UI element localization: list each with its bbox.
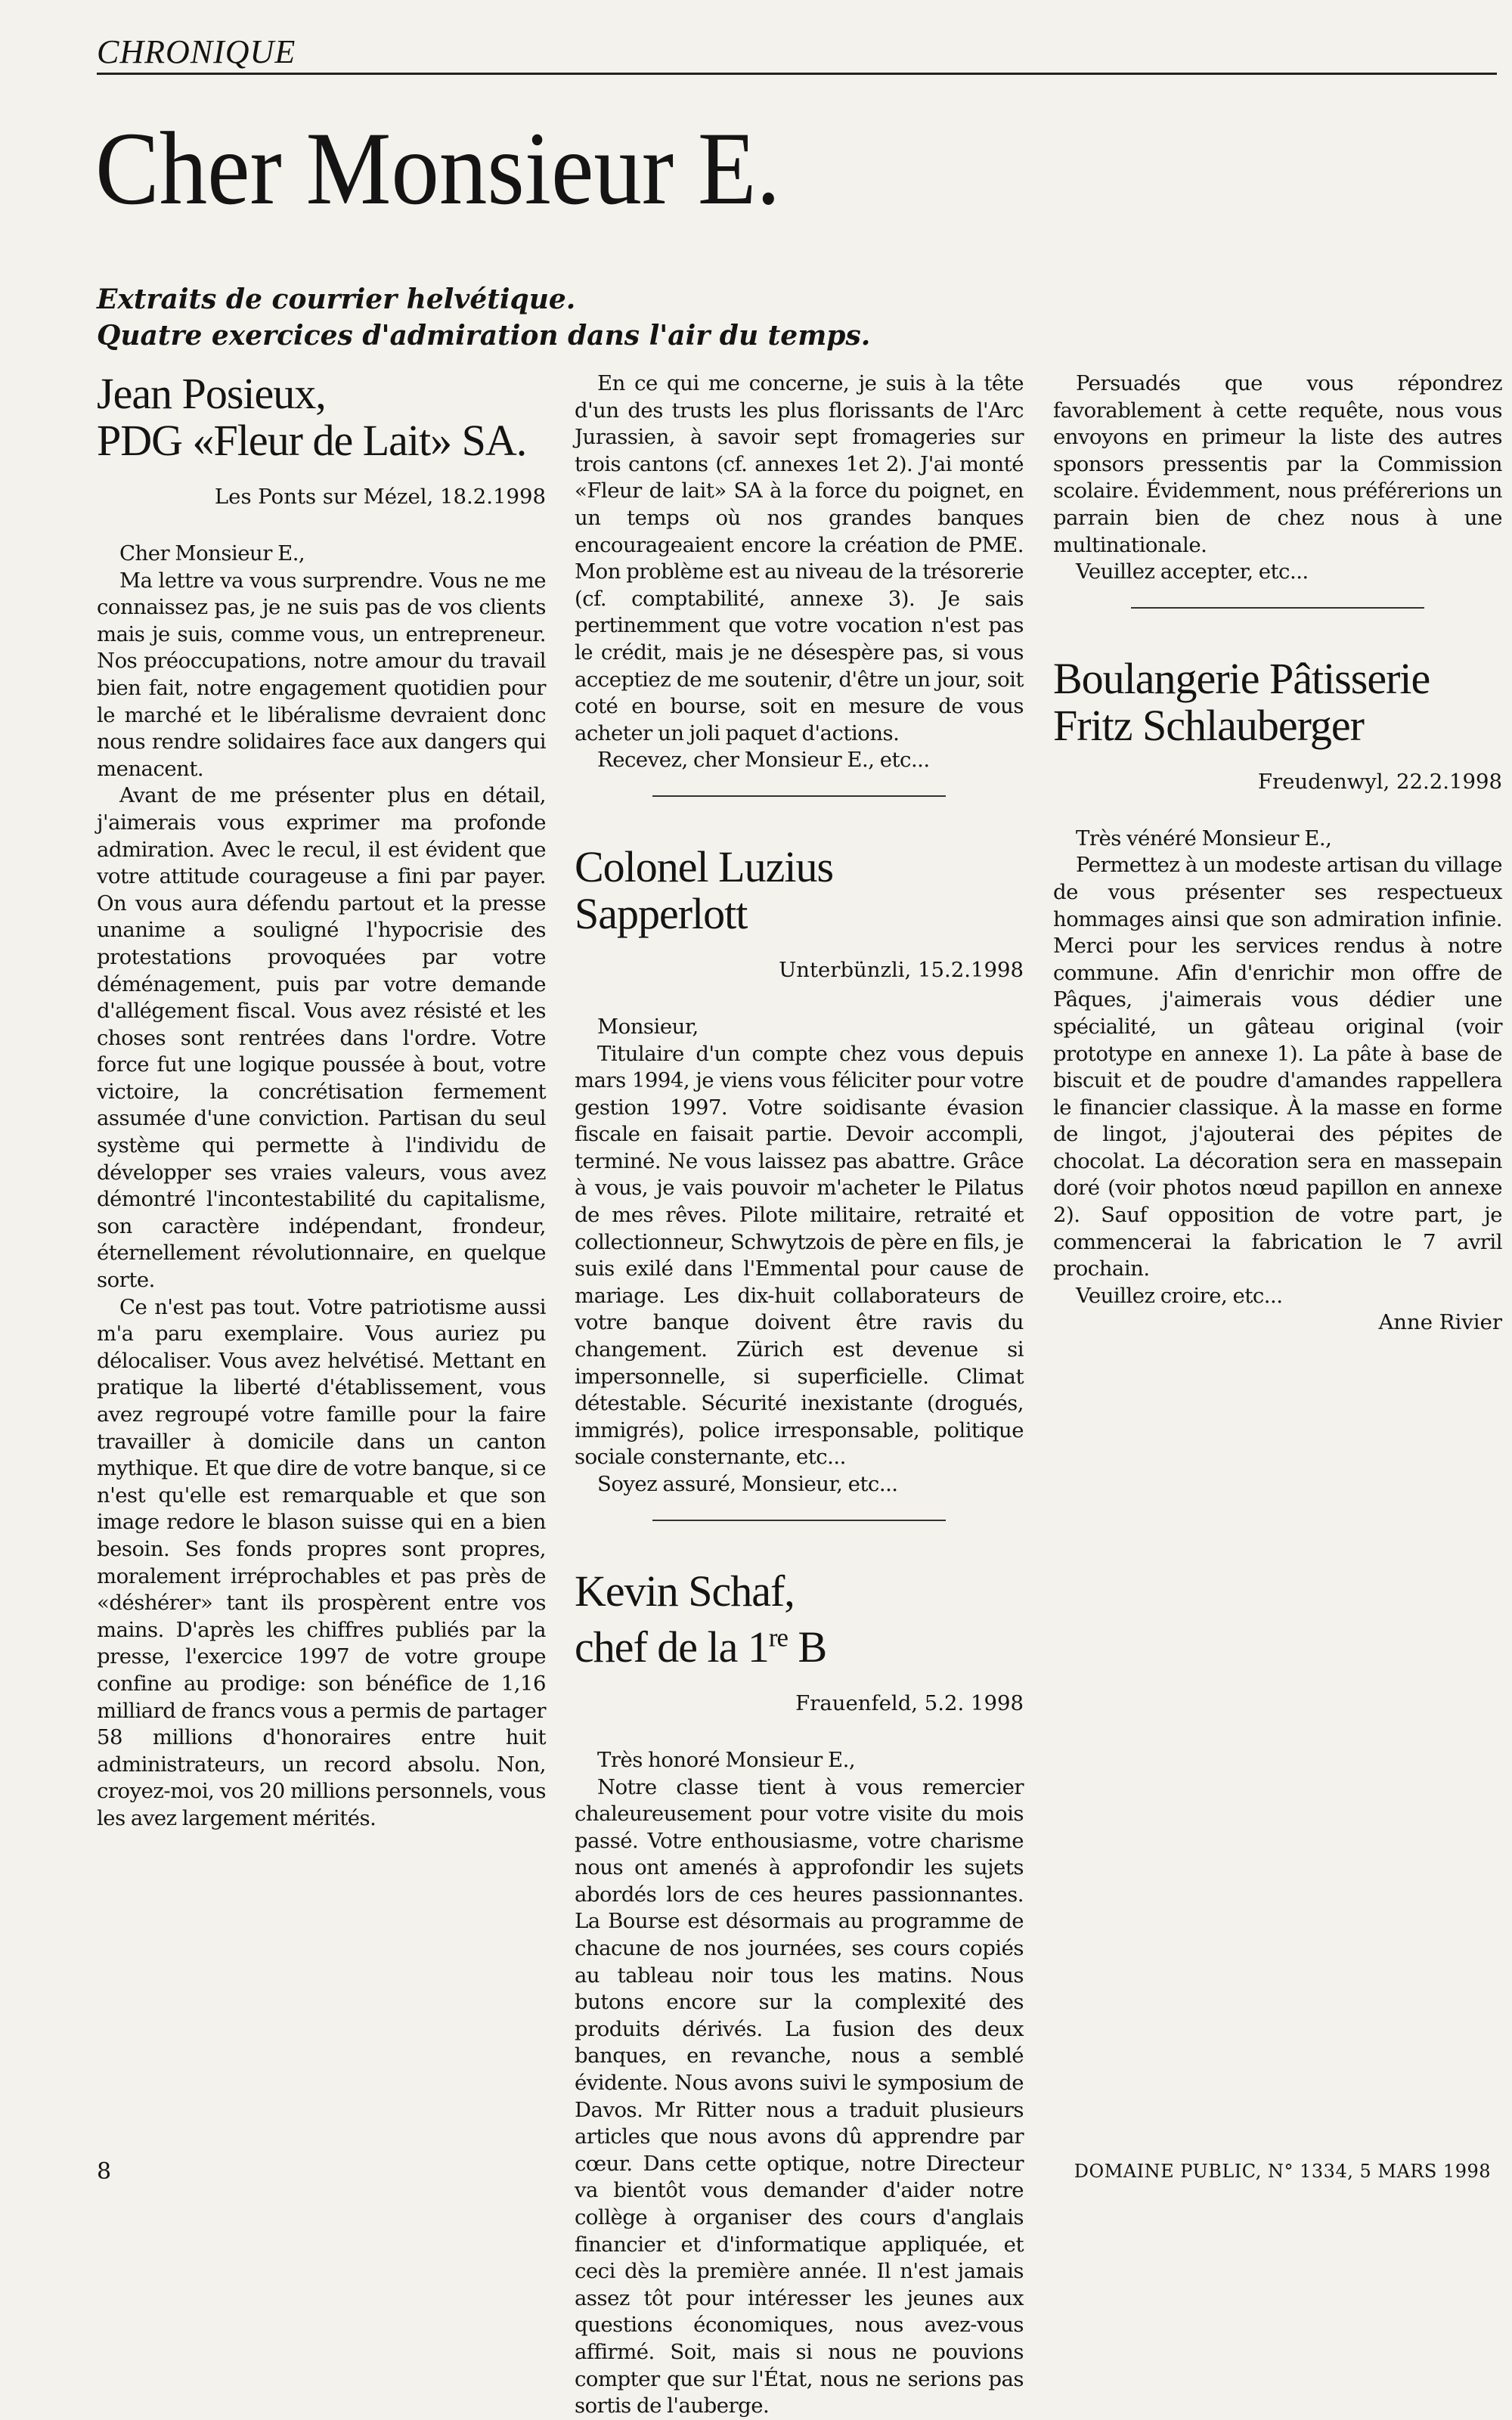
letter3-paragraph: Notre classe tient à vous remercier chaleureusement pour votre visite du mois passé. Votre enthousiasme, votre charisme nous ont amenés à approfondir les sujets abordés lors de ces heures passionnantes. La Bourse est désormais au programme de chacune de nos journées, ses cours copiés au tableau noir tous les matins. Nous butons encore sur la complexité des produits dérivés. La fusion des deux banques, en revanche, nous a semblé évidente. Nous avons suivi le symposium de Davos. Mr Ritter nous a traduit plusieurs articles que nous avons dû apprendre par cœur. Dans cette optique, notre Directeur va bientôt vous demander d'aider notre collège à organiser des cours d'anglais financier et d'informatique appliquée, et ceci dès la première année. Il n'est jamais assez tôt pour intéresser les jeunes aux questions économiques, nous avez-vous affirmé. Soit, mais si nous ne pouvions compter que sur l'État, nous ne serions pas sortis de l'auberge. xyxy=(575,1774,1024,2418)
page-number: 8 xyxy=(97,2158,112,2185)
column-3 xyxy=(1053,370,1502,1336)
letter3-heading-line2: chef de la 1re B xyxy=(575,1622,827,1672)
publication-line: DOMAINE PUBLIC, N° 1334, 5 MARS 1998 xyxy=(1074,2161,1491,2182)
letter1-paragraph: Ce n'est pas tout. Votre patriotisme aussi m'a paru exemplaire. Vous auriez pu délocaliser. Vous avez helvétisé. Mettant en pratique la liberté d'établissement, vous avez regroupé votre famille pour la faire travailler à domicile dans un canton mythique. Et que dire de votre banque, si ce n'est qu'elle est remarquable et que son image redore le blason suisse qui en a bien besoin. Ses fonds propres sont propres, moralement irréprochables et pas près de «déshérer» tant ils prospèrent entre vos mains. D'après les chiffres publiés par la presse, l'exercice 1997 de votre groupe confine au prodige: son bénéfice de 1,16 milliard de francs vous a permis de partager 58 millions d'honoraires entre huit administrateurs, un record absolu. Non, croyez-moi, vos 20 millions personnels, vous les avez largement mérités. xyxy=(97,1294,546,1830)
letter4-paragraph: Permettez à un modeste artisan du village de vous présenter ses respectueux hommages ainsi que son admiration infinie. Merci pour les services rendus à notre commune. Afin d'enrichir mon offre de Pâques, j'aimerais vous dédier une spécialité, un gâteau original (voir prototype en annexe 1). La pâte à base de biscuit et de poudre d'amandes rappellera le financier classique. À la masse en forme de lingot, j'ajouterai des pépites de chocolat. La décoration sera en massepain doré (voir photos nœud papillon en annexe 2). Sauf opposition de votre part, je commencerai la fabrication le 7 avril prochain. xyxy=(1053,853,1502,1281)
letter1-heading-line1: Jean Posieux, xyxy=(97,369,326,418)
column-1 xyxy=(97,370,546,1833)
letter4-heading xyxy=(1053,655,1502,749)
letter3-heading xyxy=(575,1568,1024,1671)
page-title: Cher Monsieur E. xyxy=(95,110,781,226)
subtitle-line-2: Quatre exercices d'admiration dans l'air du temps. xyxy=(97,320,871,352)
letter1-paragraph: Ma lettre va vous surprendre. Vous ne me connaissez pas, je ne suis pas de vos clients mais je suis, comme vous, un entrepreneur. Nos préoccupations, notre amour du travail bien fait, notre engagement quotidien pour le marché et le libéralisme devraient donc nous rendre solidaires face aux dangers qui menacent. xyxy=(97,568,546,781)
letter3-place-date: Frauenfeld, 5.2. 1998 xyxy=(795,1690,1024,1715)
letter2-salutation: Monsieur, xyxy=(597,1014,699,1039)
letter3-salutation: Très honoré Monsieur E., xyxy=(597,1747,856,1772)
letter1-paragraph: Avant de me présenter plus en détail, j'aimerais vous exprimer ma profonde admiration. Avec le recul, il est évident que votre attitude courageuse a fini par payer. On vous aura défendu partout et la presse unanime a souligné l'hypocrisie des protestations provoquées par votre déménagement, puis par votre demande d'allégement fiscal. Vous avez résisté et les choses sont rentrées dans l'ordre. Votre force fut une logique poussée à bout, votre victoire, la concrétisation fermement assumée d'une conviction. Partisan du seul système qui permette à l'individu de développer ses vraies valeurs, vous avez démontré l'incontestabilité du capitalisme, son caractère indépendant, frondeur, éternellement révolutionnaire, en quelque sorte. xyxy=(97,783,546,1293)
letter4-closing: Veuillez croire, etc... xyxy=(1076,1283,1283,1308)
letter1-heading xyxy=(97,370,546,464)
letter1-place-date: Les Ponts sur Mézel, 18.2.1998 xyxy=(214,485,546,509)
letter2-paragraph: Titulaire d'un compte chez vous depuis mars 1994, je viens vous féliciter pour votre gestion 1997. Votre soidisante évasion fiscale en faisait partie. Devoir accompli, terminé. Ne vous laissez pas abattre. Grâce à vous, je vais pouvoir m'acheter le Pilatus de mes rêves. Pilote militaire, retraité et collectionneur, Schwytzois de père en fils, je suis exilé dans l'Emmental pour cause de mariage. Les dix-huit collaborateurs de votre banque doivent être ravis du changement. Zürich est devenue si impersonnelle, si superficielle. Climat détestable. Sécurité inexistante (drogués, immigrés), police irresponsable, politique sociale consternante, etc... xyxy=(575,1041,1024,1470)
letter1-salutation: Cher Monsieur E., xyxy=(119,541,305,565)
section-rubric: CHRONIQUE xyxy=(97,32,1497,75)
letter1-heading-line2: PDG «Fleur de Lait» SA. xyxy=(97,416,527,465)
letter4-salutation: Très vénéré Monsieur E., xyxy=(1076,826,1332,851)
letter4-heading-line1: Boulangerie Pâtisserie xyxy=(1053,653,1430,703)
letter2-closing: Soyez assuré, Monsieur, etc... xyxy=(597,1472,898,1496)
letter3-heading-line1: Kevin Schaf, xyxy=(575,1566,795,1616)
letter4-heading-line2: Fritz Schlauberger xyxy=(1053,700,1364,750)
column-2 xyxy=(575,370,1024,2420)
subtitle xyxy=(97,281,1080,354)
separator-rule xyxy=(652,1520,946,1521)
separator-rule xyxy=(1131,607,1424,609)
letter3-paragraph: Persuadés que vous répondrez favorablement à cette requête, nous vous envoyons en primeur la liste des autres sponsors pressentis par la Commission scolaire. Évidemment, nous préférerions un parrain bien de chez nous à une multinationale. xyxy=(1053,371,1502,557)
letter2-heading xyxy=(575,841,1024,938)
separator-rule xyxy=(652,795,946,797)
letter2-heading-line1: Colonel Luzius xyxy=(575,841,834,891)
subtitle-line-1: Extraits de courrier helvétique. xyxy=(97,284,576,315)
letter2-place-date: Unterbünzli, 15.2.1998 xyxy=(779,957,1024,982)
letter2-heading-line2: Sapperlott xyxy=(575,888,748,938)
letter1-closing: Recevez, cher Monsieur E., etc... xyxy=(597,748,930,773)
author-signature: Anne Rivier xyxy=(1378,1310,1502,1335)
letter3-closing: Veuillez accepter, etc... xyxy=(1076,559,1309,584)
letter4-place-date: Freudenwyl, 22.2.1998 xyxy=(1257,769,1502,794)
letter1-paragraph: En ce qui me concerne, je suis à la tête d'un des trusts les plus florissants de l'Arc Jurassien, à savoir sept fromageries sur trois cantons (cf. annexes 1et 2). J'ai monté «Fleur de lait» SA à la force du poignet, en un temps où nos grandes banques encourageaient encore la création de PME. Mon problème est au niveau de la trésorerie (cf. comptabilité, annexe 3). Je sais pertinemment que votre vocation n'est pas le crédit, mais je ne désespère pas, si vous acceptiez de me soutenir, d'être un jour, soit coté en bourse, soit en mesure de vous acheter un joli paquet d'actions. xyxy=(575,371,1024,745)
